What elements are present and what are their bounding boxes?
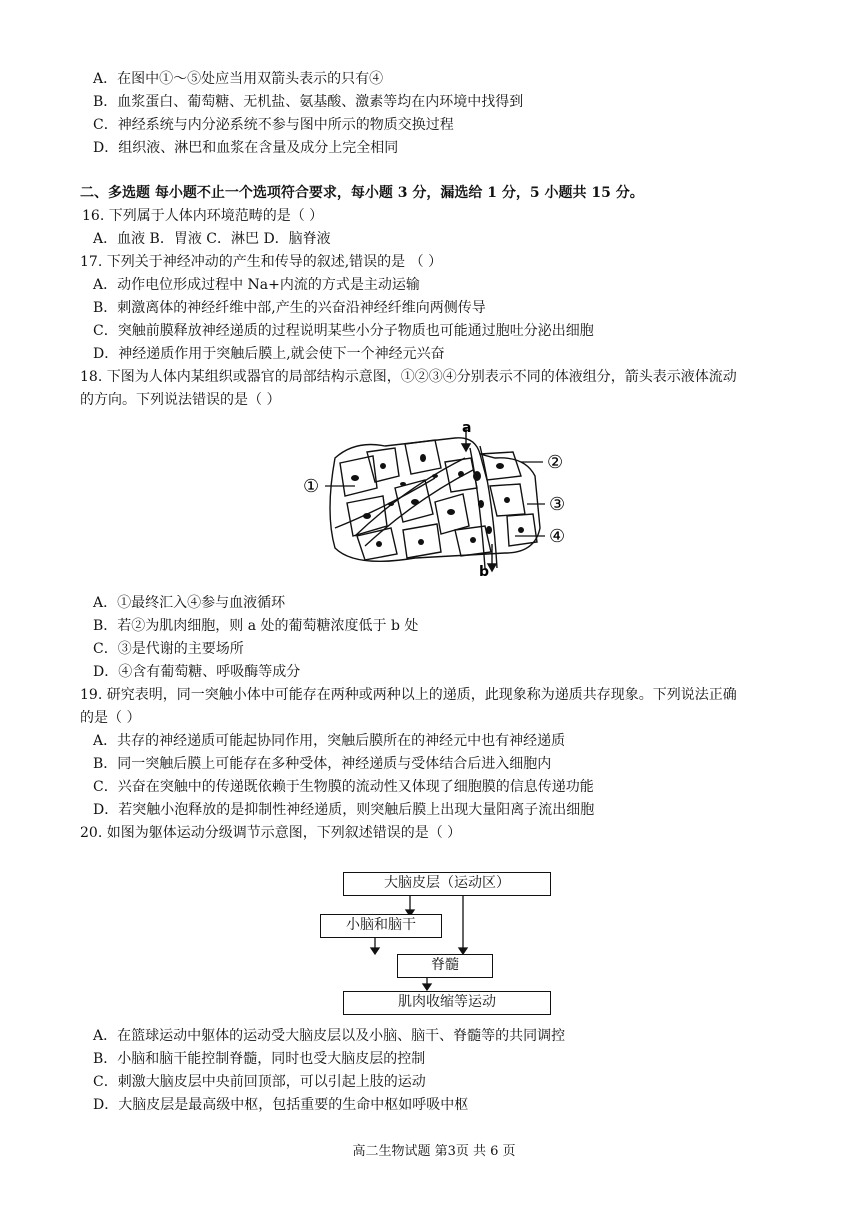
q18-stem-line1: 18. 下图为人体内某组织或器官的局部结构示意图，①②③④分别表示不同的体液组分，箭头表示液体流动 <box>80 369 737 385</box>
q20-option-d: D．大脑皮层是最高级中枢，包括重要的生命中枢如呼吸中枢 <box>93 1097 469 1113</box>
q15-option-c: C．神经系统与内分泌系统不参与图中所示的物质交换过程 <box>93 117 454 133</box>
q18-option-d: D．④含有葡萄糖、呼吸酶等成分 <box>93 664 301 680</box>
cerebellum-brainstem-box: 小脑和脑干 <box>320 914 442 938</box>
q18-option-a: A．①最终汇入④参与血液循环 <box>93 595 286 611</box>
q17-option-b: B．刺激离体的神经纤维中部,产生的兴奋沿神经纤维向两侧传导 <box>93 300 486 316</box>
q18-stem-line2: 的方向。下列说法错误的是（ ） <box>80 392 281 408</box>
q19-option-a: A．共存的神经递质可能起协同作用，突触后膜所在的神经元中也有神经递质 <box>93 733 566 749</box>
q20-option-c: C．刺激大脑皮层中央前回顶部，可以引起上肢的运动 <box>93 1074 426 1090</box>
cortex-box: 大脑皮层（运动区） <box>343 872 551 896</box>
tissue-diagram <box>295 418 585 583</box>
q16-stem: 16. 下列属于人体内环境范畴的是（ ） <box>82 208 324 224</box>
q19-option-c: C．兴奋在突触中的传递既依赖于生物膜的流动性又体现了细胞膜的信息传递功能 <box>93 779 594 795</box>
q15-option-a: A．在图中①～⑤处应当用双箭头表示的只有④ <box>93 71 384 87</box>
q17-option-a: A．动作电位形成过程中 Na+内流的方式是主动运输 <box>93 277 420 293</box>
q19-option-d: D．若突触小泡释放的是抑制性神经递质，则突触后膜上出现大量阳离子流出细胞 <box>93 802 595 818</box>
motor-control-flowchart <box>315 870 555 1020</box>
label-1: ① <box>303 476 320 497</box>
q17-stem: 17. 下列关于神经冲动的产生和传导的叙述,错误的是 （ ） <box>80 254 443 270</box>
q18-option-b: B．若②为肌肉细胞，则 a 处的葡萄糖浓度低于 b 处 <box>93 618 419 634</box>
q15-option-b: B．血浆蛋白、葡萄糖、无机盐、氨基酸、激素等均在内环境中找得到 <box>93 94 524 110</box>
muscle-movement-box: 肌肉收缩等运动 <box>343 991 551 1015</box>
page-footer: 高二生物试题 第3页 共 6 页 <box>352 1144 516 1159</box>
q17-option-d: D．神经递质作用于突触后膜上,就会使下一个神经元兴奋 <box>93 346 445 362</box>
q16-options: A．血液 B．胃液 C．淋巴 D．脑脊液 <box>93 231 331 247</box>
label-a: a <box>462 420 472 436</box>
q18-option-c: C．③是代谢的主要场所 <box>93 641 244 657</box>
spinal-cord-box: 脊髓 <box>397 954 493 978</box>
label-3: ③ <box>549 494 566 515</box>
q19-option-b: B．同一突触后膜上可能存在多种受体，神经递质与受体结合后进入细胞内 <box>93 756 552 772</box>
q20-option-a: A．在篮球运动中躯体的运动受大脑皮层以及小脑、脑干、脊髓等的共同调控 <box>93 1028 566 1044</box>
label-4: ④ <box>549 526 566 547</box>
label-2: ② <box>547 452 564 473</box>
q17-option-c: C．突触前膜释放神经递质的过程说明某些小分子物质也可能通过胞吐分泌出细胞 <box>93 323 594 339</box>
label-b: b <box>479 564 490 580</box>
q15-option-d: D．组织液、淋巴和血浆在含量及成分上完全相同 <box>93 140 399 156</box>
q19-stem-line2: 的是（ ） <box>80 710 141 726</box>
q20-option-b: B．小脑和脑干能控制脊髓，同时也受大脑皮层的控制 <box>93 1051 426 1067</box>
section-heading: 二、多选题 每小题不止一个选项符合要求，每小题 3 分，漏选给 1 分，5 小题共 15 分。 <box>80 185 644 201</box>
q20-stem: 20. 如图为躯体运动分级调节示意图，下列叙述错误的是（ ） <box>80 825 462 841</box>
q19-stem-line1: 19. 研究表明，同一突触小体中可能存在两种或两种以上的递质，此现象称为递质共存现象。下列说法正确 <box>80 687 737 703</box>
